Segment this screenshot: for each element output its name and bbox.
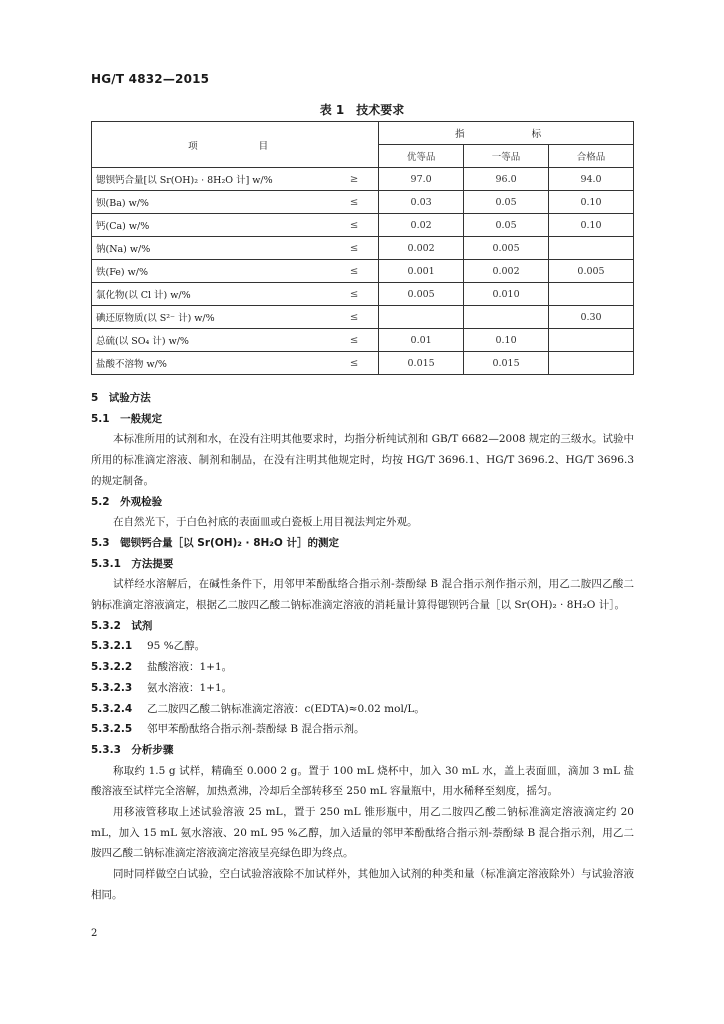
list-item (91, 699, 634, 720)
row-item: 锶钡钙合量[以 Sr(OH)₂ · 8H₂O 计] w/% (92, 168, 331, 191)
paragraph: 同时同样做空白试验，空白试验溶液除不加试样外，其他加入试剂的种类和量（标准滴定溶液除外）与试验溶液相同。 (91, 868, 634, 901)
row-value: 0.005 (379, 283, 464, 306)
row-cmp: ≤ (330, 214, 379, 237)
section-heading: 5.3.2 试剂 (91, 619, 153, 632)
page-number: 2 (91, 928, 98, 939)
row-cmp: ≤ (330, 260, 379, 283)
row-item: 盐酸不溶物 w/% (92, 352, 331, 375)
header-grade-first: 一等品 (464, 145, 549, 168)
table-row (92, 168, 634, 191)
row-value: 0.001 (379, 260, 464, 283)
row-item: 钠(Na) w/% (92, 237, 331, 260)
row-value: 0.10 (549, 214, 634, 237)
row-item: 碘还原物质(以 S²⁻ 计) w/% (92, 306, 331, 329)
table-row (92, 329, 634, 352)
table-row (92, 306, 634, 329)
item-text: 盐酸溶液：1+1。 (147, 661, 233, 674)
row-value: 96.0 (464, 168, 549, 191)
section-heading: 5.3 锶钡钙合量［以 Sr(OH)₂ · 8H₂O 计］的测定 (91, 536, 339, 549)
row-value (464, 306, 549, 329)
row-value: 0.002 (464, 260, 549, 283)
paragraph: 用移液管移取上述试验溶液 25 mL，置于 250 mL 锥形瓶中，用乙二胺四乙酸二钠标准滴定溶液滴定约 20 mL，加入 15 mL 氨水溶液、20 mL 95 %乙醇，加入适量的邻甲苯酚酞络合指示剂-萘酚绿 B 混合指示剂，用乙二胺四乙酸二钠标准滴定溶液滴定溶液呈亮绿色即为终点。 (91, 806, 634, 860)
row-value: 0.015 (464, 352, 549, 375)
row-value: 0.02 (379, 214, 464, 237)
section-heading: 5.3.3 分析步骤 (91, 743, 174, 756)
row-cmp: ≥ (330, 168, 379, 191)
section-5 (91, 388, 634, 906)
item-number: 5.3.2.4 (91, 702, 133, 715)
paragraph: 在自然光下，于白色衬底的表面皿或白瓷板上用目视法判定外观。 (113, 516, 418, 529)
row-value (549, 283, 634, 306)
item-number: 5.3.2.2 (91, 661, 133, 674)
row-cmp: ≤ (330, 283, 379, 306)
item-number: 5.3.2.5 (91, 723, 133, 736)
paragraph: 称取约 1.5 g 试样，精确至 0.000 2 g。置于 100 mL 烧杯中，加入 30 mL 水，盖上表面皿，滴加 3 mL 盐酸溶液至试样完全溶解，加热煮沸，冷却后全部转移至 250 mL 容量瓶中，用水稀释至刻度，摇匀。 (91, 764, 634, 798)
list-item (91, 678, 634, 699)
row-cmp: ≤ (330, 352, 379, 375)
row-item: 氯化物(以 Cl 计) w/% (92, 283, 331, 306)
section-heading: 5.1 一般规定 (91, 412, 163, 425)
row-value: 0.010 (464, 283, 549, 306)
row-cmp: ≤ (330, 329, 379, 352)
row-value: 0.005 (549, 260, 634, 283)
row-cmp: ≤ (330, 191, 379, 214)
header-index: 指 标 (379, 122, 634, 145)
table-row (92, 237, 634, 260)
item-text: 邻甲苯酚酞络合指示剂-萘酚绿 B 混合指示剂。 (147, 723, 365, 736)
row-value: 0.03 (379, 191, 464, 214)
row-value: 94.0 (549, 168, 634, 191)
spec-table (91, 121, 634, 375)
row-item: 铁(Fe) w/% (92, 260, 331, 283)
row-value: 0.01 (379, 329, 464, 352)
item-number: 5.3.2.1 (91, 640, 133, 653)
section-heading: 5.2 外观检验 (91, 495, 163, 508)
row-value: 97.0 (379, 168, 464, 191)
row-item: 钡(Ba) w/% (92, 191, 331, 214)
paragraph: 试样经水溶解后，在碱性条件下，用邻甲苯酚酞络合指示剂-萘酚绿 B 混合指示剂作指示剂，用乙二胺四乙酸二钠标准滴定溶液滴定，根据乙二胺四乙酸二钠标准滴定溶液的消耗量计算得锶钡钙合量［以 Sr(OH)₂ · 8H₂O 计］。 (91, 578, 634, 612)
row-value: 0.002 (379, 237, 464, 260)
table-row (92, 352, 634, 375)
item-text: 95 %乙醇。 (147, 640, 206, 653)
row-value: 0.015 (379, 352, 464, 375)
section-heading: 5.3.1 方法提要 (91, 557, 174, 570)
table-row (92, 214, 634, 237)
item-number: 5.3.2.3 (91, 681, 133, 694)
row-value: 0.10 (549, 191, 634, 214)
item-text: 氨水溶液：1+1。 (147, 681, 233, 694)
row-value: 0.30 (549, 306, 634, 329)
row-item: 钙(Ca) w/% (92, 214, 331, 237)
row-value: 0.05 (464, 214, 549, 237)
table-row (92, 260, 634, 283)
row-value (549, 237, 634, 260)
list-item (91, 657, 634, 678)
row-value (549, 329, 634, 352)
table-title: 表 1 技术要求 (319, 103, 405, 117)
list-item (91, 719, 634, 740)
row-value: 0.10 (464, 329, 549, 352)
header-grade-premium: 优等品 (379, 145, 464, 168)
table-row (92, 191, 634, 214)
header-item: 项 目 (92, 122, 379, 168)
page-header: HG/T 4832—2015 (91, 72, 210, 86)
row-value: 0.005 (464, 237, 549, 260)
row-item: 总硫(以 SO₄ 计) w/% (92, 329, 331, 352)
row-value (379, 306, 464, 329)
paragraph: 本标准所用的试剂和水，在没有注明其他要求时，均指分析纯试剂和 GB/T 6682—2008 规定的三级水。试验中所用的标准滴定溶液、制剂和制品，在没有注明其他规定时，均按 HG/T 3696.1、HG/T 3696.2、HG/T 3696.3 的规定制备。 (91, 433, 634, 487)
header-grade-qualified: 合格品 (549, 145, 634, 168)
row-cmp: ≤ (330, 306, 379, 329)
list-item (91, 636, 634, 657)
row-value (549, 352, 634, 375)
row-cmp: ≤ (330, 237, 379, 260)
section-heading: 5 试验方法 (91, 392, 151, 404)
row-value: 0.05 (464, 191, 549, 214)
table-row (92, 283, 634, 306)
item-text: 乙二胺四乙酸二钠标准滴定溶液：c(EDTA)≈0.02 mol/L。 (147, 702, 425, 715)
